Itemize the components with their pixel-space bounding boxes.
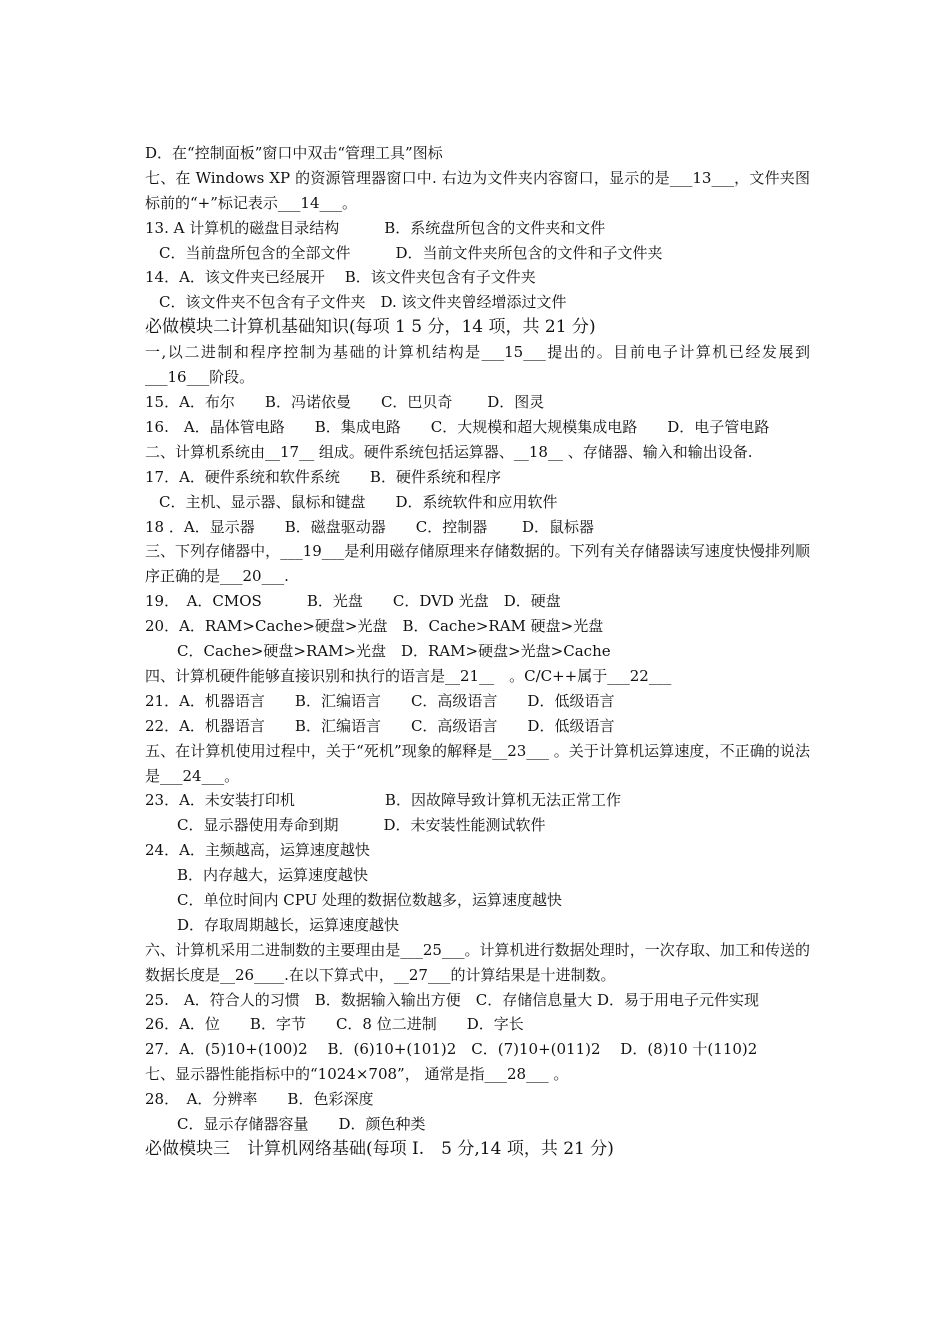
text-line: 26．A．位 B．字节 C．8 位二进制 D．字长 [145, 1015, 524, 1034]
text-line: 13. A 计算机的磁盘目录结构 B．系统盘所包含的文件夹和文件 [145, 218, 606, 237]
text-line: 14．A．该文件夹已经展开 B．该文件夹包含有子文件夹 [145, 268, 536, 287]
document-body [145, 141, 810, 1162]
text-line: C．该文件夹不包含有子文件夹 D. 该文件夹曾经增添过文件 [159, 293, 567, 312]
text-line: 17．A．硬件系统和软件系统 B．硬件系统和程序 [145, 467, 501, 486]
text-line: 六、计算机采用二进制数的主要理由是___25___。计算机进行数据处理时，一次存取、加工和传送的数据长度是__26____.在以下算式中，__27___的计算结果是十进制数。 [145, 940, 810, 984]
text-line: C．Cache>硬盘>RAM>光盘 D．RAM>硬盘>光盘>Cache [177, 642, 611, 661]
text-line: 25. A．符合人的习惯 B．数据输入输出方便 C．存储信息量大 D．易于用电子元件实现 [145, 990, 759, 1009]
text-line: 22．A．机器语言 B．汇编语言 C．高级语言 D．低级语言 [145, 716, 615, 735]
text-line: 18 ．A．显示器 B．磁盘驱动器 C．控制器 D．鼠标器 [145, 517, 594, 536]
text-line: 四、计算机硬件能够直接识别和执行的语言是__21__ 。C/C++属于___22___ [145, 666, 672, 685]
text-line: C．显示存储器容量 D．颜色种类 [177, 1115, 426, 1134]
text-line: 28． A．分辨率 B．色彩深度 [145, 1090, 374, 1109]
text-line: 二、计算机系统由__17__ 组成。硬件系统包括运算器、__18__ 、存储器、输入和输出设备. [145, 442, 753, 461]
text-line: D．在“控制面板”窗口中双击“管理工具”图标 [145, 144, 443, 162]
text-line: C．当前盘所包含的全部文件 D．当前文件夹所包含的文件和子文件夹 [159, 243, 663, 262]
text-line: 16. A．晶体管电路 B．集成电路 C．大规模和超大规模集成电路 D．电子管电路 [145, 417, 770, 436]
section-heading: 必做模块二计算机基础知识(每项 1 5 分，14 项，共 21 分) [145, 317, 596, 338]
text-line: 19． A．CMOS B．光盘 C．DVD 光盘 D．硬盘 [145, 592, 561, 611]
text-line: 21．A．机器语言 B．汇编语言 C．高级语言 D．低级语言 [145, 691, 615, 710]
text-line: 23．A．未安装打印机 B．因故障导致计算机无法正常工作 [145, 791, 621, 810]
text-line: 20．A．RAM>Cache>硬盘>光盘 B．Cache>RAM 硬盘>光盘 [145, 617, 604, 636]
text-line: 五、在计算机使用过程中，关于“死机”现象的解释是__23___ 。关于计算机运算速度，不正确的说法是___24___。 [145, 741, 810, 785]
text-line: 三、下列存储器中，___19___是利用磁存储原理来存储数据的。下列有关存储器读写速度快慢排列顺序正确的是___20___. [145, 542, 810, 586]
text-line: 七、显示器性能指标中的“1024×708”， 通常是指___28___ 。 [145, 1065, 569, 1084]
text-line: 27．A．(5)10+(100)2 B．(6)10+(101)2 C．(7)10+(011)2 D．(8)10 十(110)2 [145, 1040, 758, 1059]
text-line: C．主机、显示器、鼠标和键盘 D．系统软件和应用软件 [159, 492, 558, 511]
text-line: C．显示器使用寿命到期 D．未安装性能测试软件 [177, 816, 546, 835]
text-line: 七、在 Windows XP 的资源管理器窗口中. 右边为文件夹内容窗口，显示的是___13___，文件夹图标前的“+”标记表示___14___。 [145, 168, 810, 212]
text-line: C．单位时间内 CPU 处理的数据位数越多，运算速度越快 [177, 890, 562, 909]
text-line: D．存取周期越长，运算速度越快 [177, 915, 400, 934]
text-line: 15．A．布尔 B．冯诺依曼 C．巴贝奇 D．图灵 [145, 393, 545, 412]
text-line: 24．A．主频越高，运算速度越快 [145, 841, 370, 860]
text-line: 一,以二进制和程序控制为基础的计算机结构是___15___提出的。目前电子计算机已经发展到___16___阶段。 [145, 343, 810, 387]
section-heading: 必做模块三 计算机网络基础(每项 I. 5 分,14 项，共 21 分) [145, 1138, 614, 1159]
text-line: B．内存越大，运算速度越快 [177, 866, 369, 885]
